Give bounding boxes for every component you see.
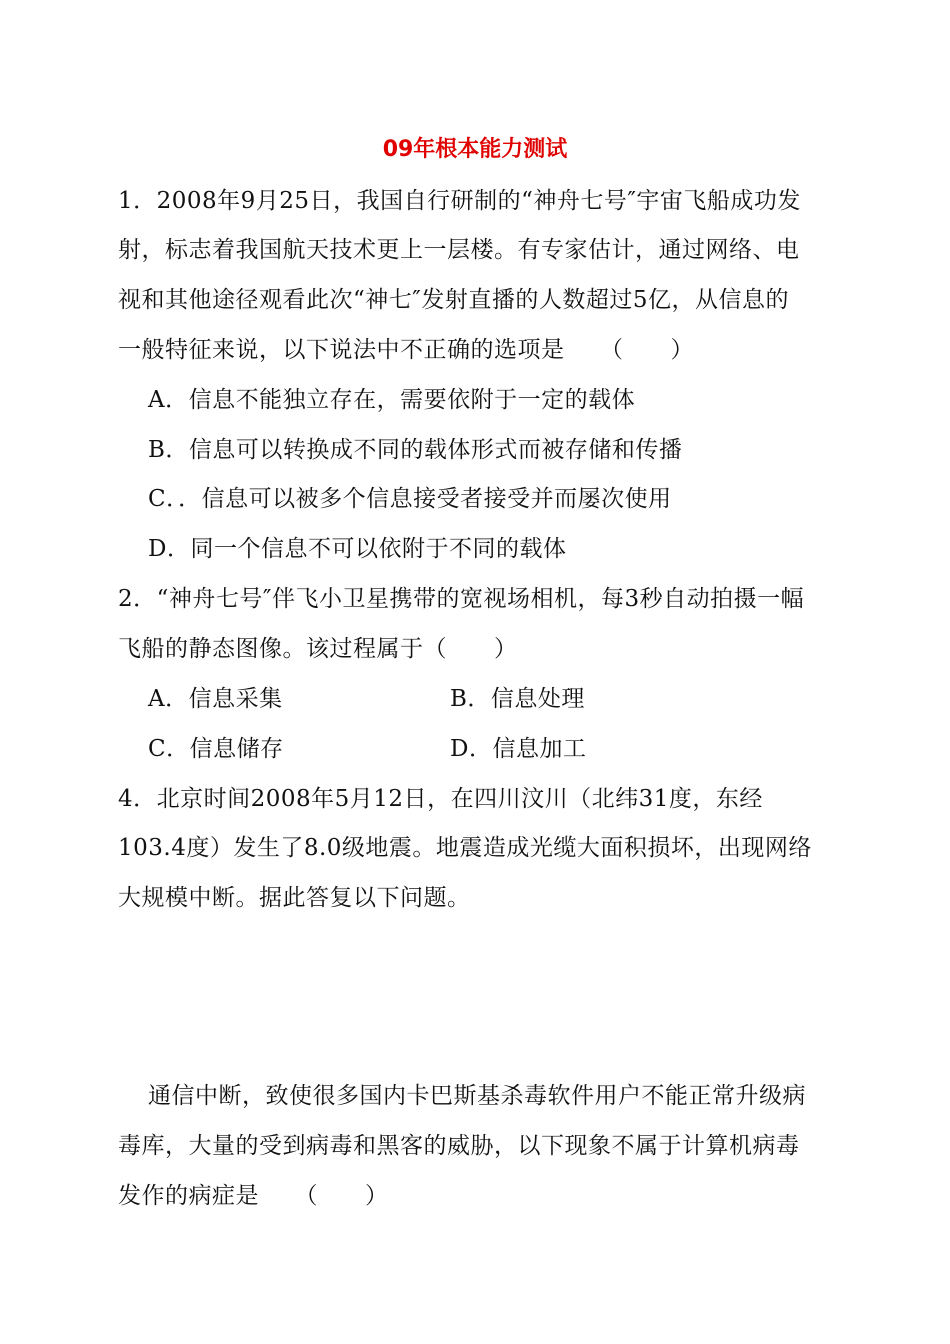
- q4-sub-line-3: 发作的病症是 （ ）: [118, 1183, 389, 1209]
- q1-line-2: 射，标志着我国航天技术更上一层楼。有专家估计，通过网络、电: [118, 237, 800, 263]
- q2-option-a: A．信息采集: [148, 686, 283, 712]
- q1-line-1: 1．2008年9月25日，我国自行研制的“神舟七号″宇宙飞船成功发: [118, 188, 801, 214]
- q4-sub-line-1: 通信中断，致使很多国内卡巴斯基杀毒软件用户不能正常升级病: [148, 1083, 806, 1109]
- q2-line-1: 2．“神舟七号″伴飞小卫星携带的宽视场相机，每3秒自动拍摄一幅: [118, 586, 805, 612]
- q1-line-4: 一般特征来说，以下说法中不正确的选项是 （ ）: [118, 337, 694, 363]
- q1-line-3: 视和其他途径观看此次“神七″发射直播的人数超过5亿，从信息的: [118, 287, 789, 313]
- q2-option-c: C．信息储存: [148, 736, 284, 762]
- q1-option-d: D．同一个信息不可以依附于不同的载体: [148, 536, 567, 562]
- q4-line-3: 大规模中断。据此答复以下问题。: [118, 885, 471, 911]
- document-title: 09年根本能力测试: [382, 137, 568, 162]
- q2-option-b: B．信息处理: [450, 686, 585, 712]
- q4-sub-line-2: 毒库，大量的受到病毒和黑客的威胁，以下现象不属于计算机病毒: [118, 1133, 800, 1159]
- q1-option-b: B．信息可以转换成不同的载体形式而被存储和传播: [148, 437, 683, 463]
- q4-line-1: 4．北京时间2008年5月12日，在四川汶川（北纬31度，东经: [118, 786, 763, 812]
- q4-line-2: 103.4度）发生了8.0级地震。地震造成光缆大面积损坏，出现网络: [118, 835, 812, 861]
- q2-option-d: D．信息加工: [450, 736, 587, 762]
- q1-option-a: A．信息不能独立存在，需要依附于一定的载体: [148, 387, 636, 413]
- q1-option-c: C．．信息可以被多个信息接受者接受并而屡次使用: [148, 486, 672, 512]
- q2-line-2: 飞船的静态图像。该过程属于（ ）: [118, 636, 518, 662]
